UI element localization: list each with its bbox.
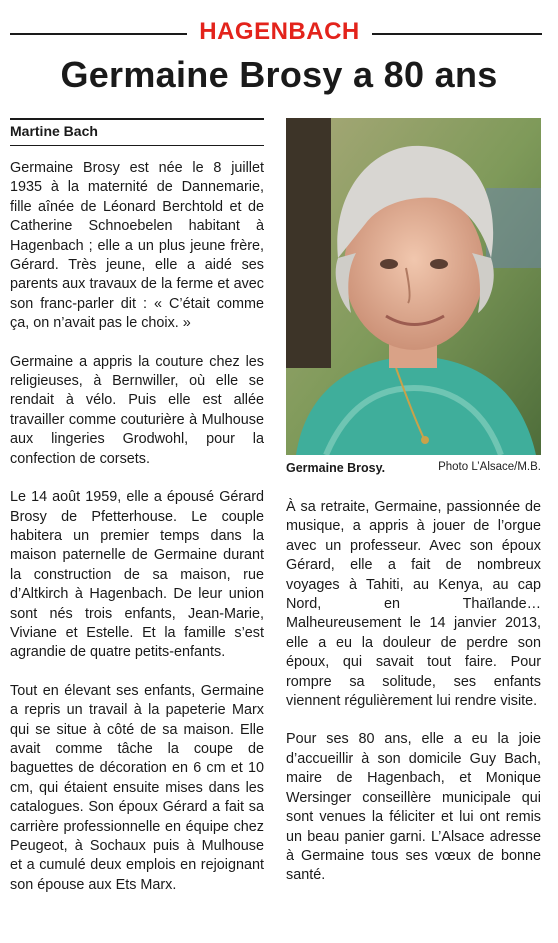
byline-rule-bottom: [10, 145, 264, 146]
article-column-left: [10, 159, 264, 914]
caption-credit: Photo L’Alsace/M.B.: [438, 461, 541, 473]
header-rule-right: [372, 33, 542, 35]
paragraph-birth: Germaine Brosy est née le 8 juillet 1935 à la maternité de Dannemarie, fille aînée de Léonard Berchtold et de Catherine Schnoebelen habitant à Hagenbach ; elle a un plus jeune frère, Gérard. Très jeune, elle a aidé ses parents aux travaux de la ferme et avec son franc-parler dit : « C’était comme ça, on n’avait pas le choix. »: [10, 160, 264, 332]
caption-name: Germaine Brosy.: [286, 461, 386, 475]
paragraph-sewing: Germaine a appris la couture chez les religieuses, à Bernwiller, où elle se rendait à vélo. Puis elle est allée travailler comme couturière à Mulhouse aux lingeries Grodwohl, pour la confection de corsets.: [10, 353, 264, 467]
paragraph-marriage: Le 14 août 1959, elle a épousé Gérard Brosy de Pfetterhouse. Le couple habitera un premier temps dans la maison paternelle de Germaine durant la construction de sa maison, rue d’Altkirch à Hagenbach. De leur union sont nés trois enfants, Jean-Marie, Viviane et Estelle. Et la famille s’est agrandie de quatre petits-enfants.: [10, 489, 264, 661]
byline-author: Martine Bach: [10, 123, 98, 139]
kicker-locality: HAGENBACH: [199, 18, 360, 45]
paragraph-birthday: Pour ses 80 ans, elle a eu la joie d’accueillir à son domicile Guy Bach, maire de Hagenbach, et Monique Wersinger conseillère municipale qui sont venues la féliciter et lui ont remis un beau panier garni. L’Alsace adresse à Germaine tous ses vœux de bonne santé.: [286, 731, 541, 884]
portrait-photo: [286, 118, 541, 455]
photo-caption: [286, 461, 541, 477]
header-rule-left: [10, 33, 187, 35]
article-column-right: [286, 498, 541, 905]
paragraph-retirement: À sa retraite, Germaine, passionnée de musique, a appris à jouer de l’orgue avec un professeur. Avec son époux Gérard, elle a fait de nombreux voyages à Tahiti, au Kenya, au cap Nord, en Thaïlande… Malheureusement le 14 janvier 2013, elle a eu la douleur de perdre son époux, qui savait tout faire. Pour rompre sa solitude, ses enfants viennent régulièrement lui rendre visite.: [286, 499, 541, 710]
portrait-illustration: [286, 118, 541, 455]
article-headline: Germaine Brosy a 80 ans: [60, 54, 498, 95]
byline-rule-top: [10, 118, 264, 120]
paragraph-work: Tout en élevant ses enfants, Germaine a repris un travail à la papeterie Marx qui se situe à côté de sa maison. Elle avait comme tâche la coupe de baguettes de décoration en 6 cm et 10 cm, qui étaient ensuite mises dans les catalogues. Son époux Gérard a fait sa carrière professionnelle en équipe chez Peugeot, à Sochaux puis à Mulhouse et a cumulé deux emplois en rejoignant son épouse aux Ets Marx.: [10, 682, 264, 893]
